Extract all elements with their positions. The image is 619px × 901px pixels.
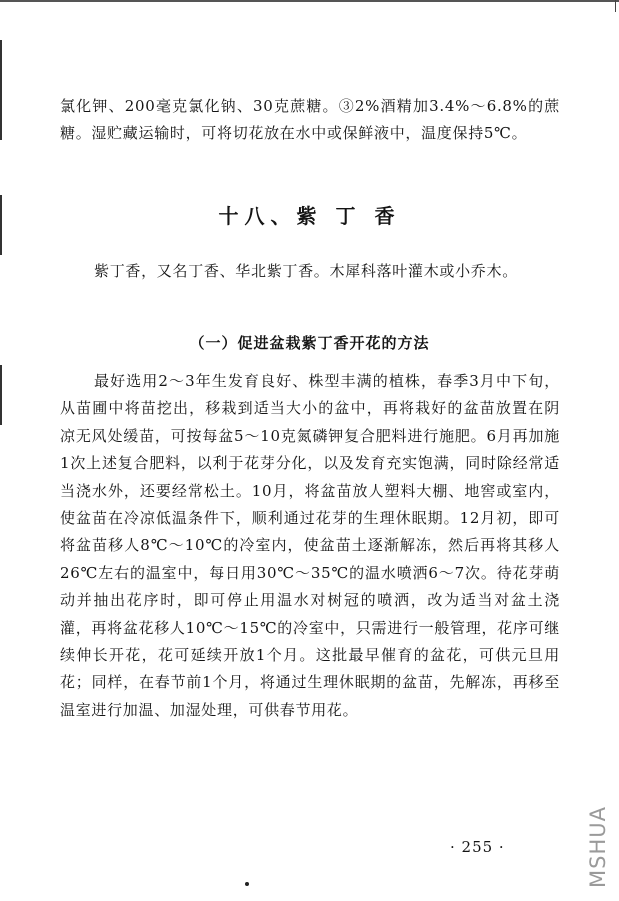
svg-text:MSHUA: MSHUA	[586, 806, 610, 888]
scan-margin-mark	[0, 40, 2, 140]
page-number: · 255 ·	[450, 838, 505, 856]
chapter-title: 十八、紫 丁 香	[218, 204, 401, 228]
section-title: （一）促进盆栽紫丁香开花的方法	[189, 334, 430, 352]
watermark	[583, 800, 615, 890]
paragraph-method: 最好选用2～3年生发育良好、株型丰满的植株，春季3月中下旬，从苗圃中将苗挖出，移栽到适当大小的盆中，再将栽好的盆苗放置在阴凉无风处缓苗，可按每盆5～10克氮磷钾复合肥料进行施肥。6月再加施1次上述复合肥料，以利于花芽分化，以及发育充实饱满，同时除经常适当浇水外，还要经常松土。10月，将盆苗放人塑料大棚、地窖或室内，使盆苗在冷凉低温条件下，顺利通过花芽的生理休眠期。12月初，即可将盆苗移人8℃～10℃的冷室内，使盆苗土逐渐解冻，然后再将其移人26℃左右的温室中，每日用30℃～35℃的温水喷洒6～7次。待花芽萌动并抽出花序时，即可停止用温水对树冠的喷洒，改为适当对盆土浇灌，再将盆花移人10℃～15℃的冷室中，只需进行一般管理，花序可继续伸长开花，花可延续开放1个月。这批最早催育的盆花，可供元旦用花；同样，在春节前1个月，将通过生理休眠期的盆苗，先解冻，再移至温室进行加温、加湿处理，可供春节用花。	[60, 372, 560, 719]
paragraph-continued: 氯化钾、200毫克氯化钠、30克蔗糖。③2%酒精加3.4%～6.8%的蔗糖。湿贮藏运输时，可将切花放在水中或保鲜液中，温度保持5℃。	[60, 97, 560, 143]
scan-edge-top	[0, 0, 619, 2]
paragraph-intro: 紫丁香，又名丁香、华北紫丁香。木犀科落叶灌木或小乔木。	[94, 262, 518, 280]
scan-edge-right	[615, 0, 616, 12]
scan-margin-mark	[0, 365, 2, 425]
scan-speck	[245, 882, 249, 886]
